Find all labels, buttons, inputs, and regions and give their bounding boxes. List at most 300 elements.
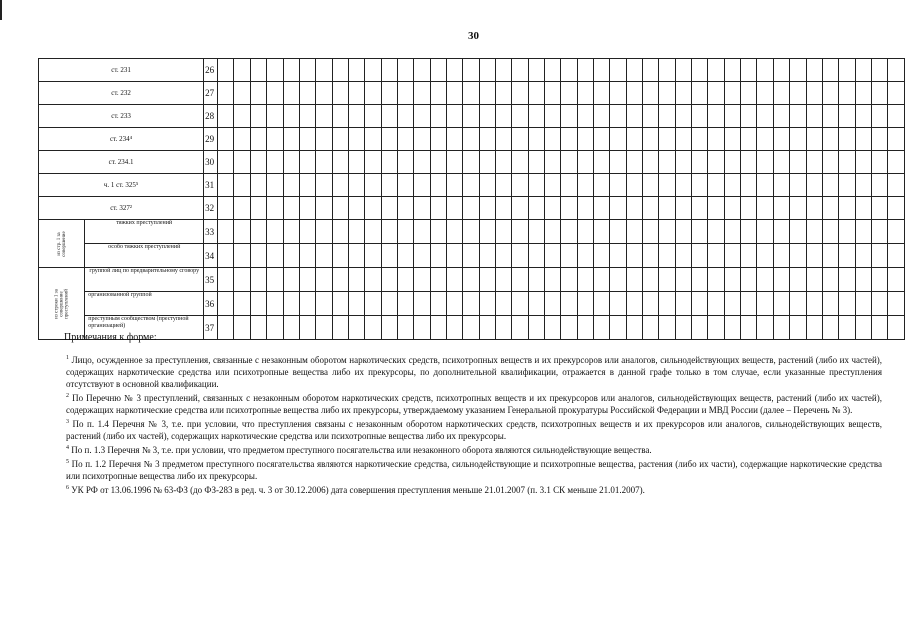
data-cell[interactable] <box>839 82 855 105</box>
data-cell[interactable] <box>299 292 315 316</box>
data-cell[interactable] <box>692 292 708 316</box>
data-cell[interactable] <box>299 105 315 128</box>
data-cell[interactable] <box>479 105 495 128</box>
data-cell[interactable] <box>790 128 806 151</box>
data-cell[interactable] <box>643 268 659 292</box>
data-cell[interactable] <box>348 244 364 268</box>
data-cell[interactable] <box>397 105 413 128</box>
data-cell[interactable] <box>397 292 413 316</box>
data-cell[interactable] <box>757 268 773 292</box>
data-cell[interactable] <box>381 105 397 128</box>
data-cell[interactable] <box>626 268 642 292</box>
data-cell[interactable] <box>757 197 773 220</box>
data-cell[interactable] <box>692 197 708 220</box>
data-cell[interactable] <box>871 244 887 268</box>
data-cell[interactable] <box>218 59 234 82</box>
data-cell[interactable] <box>250 174 266 197</box>
data-cell[interactable] <box>528 292 544 316</box>
data-cell[interactable] <box>871 82 887 105</box>
data-cell[interactable] <box>806 151 822 174</box>
data-cell[interactable] <box>594 151 610 174</box>
data-cell[interactable] <box>741 244 757 268</box>
data-cell[interactable] <box>365 128 381 151</box>
data-cell[interactable] <box>463 128 479 151</box>
data-cell[interactable] <box>414 174 430 197</box>
data-cell[interactable] <box>855 82 871 105</box>
data-cell[interactable] <box>675 268 691 292</box>
data-cell[interactable] <box>757 105 773 128</box>
data-cell[interactable] <box>299 82 315 105</box>
data-cell[interactable] <box>250 197 266 220</box>
data-cell[interactable] <box>757 151 773 174</box>
data-cell[interactable] <box>594 268 610 292</box>
data-cell[interactable] <box>724 220 740 244</box>
data-cell[interactable] <box>463 244 479 268</box>
data-cell[interactable] <box>234 292 250 316</box>
data-cell[interactable] <box>365 197 381 220</box>
data-cell[interactable] <box>806 174 822 197</box>
data-cell[interactable] <box>773 151 789 174</box>
data-cell[interactable] <box>495 128 511 151</box>
data-cell[interactable] <box>299 128 315 151</box>
data-cell[interactable] <box>316 292 332 316</box>
data-cell[interactable] <box>659 220 675 244</box>
data-cell[interactable] <box>839 151 855 174</box>
data-cell[interactable] <box>626 197 642 220</box>
data-cell[interactable] <box>365 105 381 128</box>
data-cell[interactable] <box>594 244 610 268</box>
data-cell[interactable] <box>332 197 348 220</box>
data-cell[interactable] <box>430 268 446 292</box>
data-cell[interactable] <box>724 59 740 82</box>
data-cell[interactable] <box>626 59 642 82</box>
data-cell[interactable] <box>790 220 806 244</box>
data-cell[interactable] <box>463 82 479 105</box>
data-cell[interactable] <box>626 82 642 105</box>
data-cell[interactable] <box>888 197 905 220</box>
data-cell[interactable] <box>724 105 740 128</box>
data-cell[interactable] <box>708 244 724 268</box>
data-cell[interactable] <box>594 292 610 316</box>
data-cell[interactable] <box>414 59 430 82</box>
data-cell[interactable] <box>512 82 528 105</box>
data-cell[interactable] <box>610 174 626 197</box>
data-cell[interactable] <box>479 268 495 292</box>
data-cell[interactable] <box>741 105 757 128</box>
data-cell[interactable] <box>561 105 577 128</box>
data-cell[interactable] <box>267 151 283 174</box>
data-cell[interactable] <box>773 244 789 268</box>
data-cell[interactable] <box>414 244 430 268</box>
data-cell[interactable] <box>855 105 871 128</box>
data-cell[interactable] <box>234 82 250 105</box>
data-cell[interactable] <box>871 105 887 128</box>
data-cell[interactable] <box>790 59 806 82</box>
data-cell[interactable] <box>822 59 838 82</box>
data-cell[interactable] <box>888 128 905 151</box>
data-cell[interactable] <box>463 197 479 220</box>
data-cell[interactable] <box>267 105 283 128</box>
data-cell[interactable] <box>512 128 528 151</box>
data-cell[interactable] <box>495 151 511 174</box>
data-cell[interactable] <box>741 82 757 105</box>
data-cell[interactable] <box>839 105 855 128</box>
data-cell[interactable] <box>741 128 757 151</box>
data-cell[interactable] <box>610 220 626 244</box>
data-cell[interactable] <box>822 268 838 292</box>
data-cell[interactable] <box>332 151 348 174</box>
data-cell[interactable] <box>267 59 283 82</box>
data-cell[interactable] <box>790 174 806 197</box>
data-cell[interactable] <box>561 292 577 316</box>
data-cell[interactable] <box>643 82 659 105</box>
data-cell[interactable] <box>839 220 855 244</box>
data-cell[interactable] <box>414 292 430 316</box>
data-cell[interactable] <box>283 59 299 82</box>
data-cell[interactable] <box>561 82 577 105</box>
data-cell[interactable] <box>479 174 495 197</box>
data-cell[interactable] <box>414 128 430 151</box>
data-cell[interactable] <box>250 220 266 244</box>
data-cell[interactable] <box>708 292 724 316</box>
data-cell[interactable] <box>675 244 691 268</box>
data-cell[interactable] <box>724 197 740 220</box>
data-cell[interactable] <box>283 220 299 244</box>
data-cell[interactable] <box>283 197 299 220</box>
data-cell[interactable] <box>528 128 544 151</box>
data-cell[interactable] <box>250 105 266 128</box>
data-cell[interactable] <box>234 174 250 197</box>
data-cell[interactable] <box>381 244 397 268</box>
data-cell[interactable] <box>348 220 364 244</box>
data-cell[interactable] <box>479 244 495 268</box>
data-cell[interactable] <box>397 174 413 197</box>
data-cell[interactable] <box>855 244 871 268</box>
data-cell[interactable] <box>528 105 544 128</box>
data-cell[interactable] <box>659 105 675 128</box>
data-cell[interactable] <box>757 174 773 197</box>
data-cell[interactable] <box>577 151 593 174</box>
data-cell[interactable] <box>381 128 397 151</box>
data-cell[interactable] <box>316 128 332 151</box>
data-cell[interactable] <box>675 292 691 316</box>
data-cell[interactable] <box>545 59 561 82</box>
data-cell[interactable] <box>610 151 626 174</box>
data-cell[interactable] <box>250 244 266 268</box>
data-cell[interactable] <box>316 174 332 197</box>
data-cell[interactable] <box>414 151 430 174</box>
data-cell[interactable] <box>594 174 610 197</box>
data-cell[interactable] <box>365 174 381 197</box>
data-cell[interactable] <box>495 174 511 197</box>
data-cell[interactable] <box>332 174 348 197</box>
data-cell[interactable] <box>446 128 462 151</box>
data-cell[interactable] <box>528 59 544 82</box>
data-cell[interactable] <box>643 220 659 244</box>
data-cell[interactable] <box>822 151 838 174</box>
data-cell[interactable] <box>790 82 806 105</box>
data-cell[interactable] <box>855 292 871 316</box>
data-cell[interactable] <box>381 220 397 244</box>
data-cell[interactable] <box>397 128 413 151</box>
data-cell[interactable] <box>545 220 561 244</box>
data-cell[interactable] <box>463 174 479 197</box>
data-cell[interactable] <box>446 105 462 128</box>
data-cell[interactable] <box>495 82 511 105</box>
data-cell[interactable] <box>495 105 511 128</box>
data-cell[interactable] <box>283 244 299 268</box>
data-cell[interactable] <box>528 151 544 174</box>
data-cell[interactable] <box>430 105 446 128</box>
data-cell[interactable] <box>283 151 299 174</box>
data-cell[interactable] <box>234 59 250 82</box>
data-cell[interactable] <box>773 268 789 292</box>
data-cell[interactable] <box>773 174 789 197</box>
data-cell[interactable] <box>692 128 708 151</box>
data-cell[interactable] <box>479 82 495 105</box>
data-cell[interactable] <box>724 292 740 316</box>
data-cell[interactable] <box>675 151 691 174</box>
data-cell[interactable] <box>545 128 561 151</box>
data-cell[interactable] <box>594 82 610 105</box>
data-cell[interactable] <box>430 128 446 151</box>
data-cell[interactable] <box>283 128 299 151</box>
data-cell[interactable] <box>839 244 855 268</box>
data-cell[interactable] <box>561 220 577 244</box>
data-cell[interactable] <box>822 82 838 105</box>
data-cell[interactable] <box>218 268 234 292</box>
data-cell[interactable] <box>365 220 381 244</box>
data-cell[interactable] <box>218 82 234 105</box>
data-cell[interactable] <box>430 174 446 197</box>
data-cell[interactable] <box>234 105 250 128</box>
data-cell[interactable] <box>414 197 430 220</box>
data-cell[interactable] <box>316 268 332 292</box>
data-cell[interactable] <box>365 82 381 105</box>
data-cell[interactable] <box>839 292 855 316</box>
data-cell[interactable] <box>512 220 528 244</box>
data-cell[interactable] <box>528 174 544 197</box>
data-cell[interactable] <box>365 268 381 292</box>
data-cell[interactable] <box>561 151 577 174</box>
data-cell[interactable] <box>561 244 577 268</box>
data-cell[interactable] <box>316 59 332 82</box>
data-cell[interactable] <box>381 82 397 105</box>
data-cell[interactable] <box>790 105 806 128</box>
data-cell[interactable] <box>397 197 413 220</box>
data-cell[interactable] <box>561 59 577 82</box>
data-cell[interactable] <box>773 128 789 151</box>
data-cell[interactable] <box>218 244 234 268</box>
data-cell[interactable] <box>643 128 659 151</box>
data-cell[interactable] <box>267 220 283 244</box>
data-cell[interactable] <box>430 59 446 82</box>
data-cell[interactable] <box>218 151 234 174</box>
data-cell[interactable] <box>610 82 626 105</box>
data-cell[interactable] <box>675 59 691 82</box>
data-cell[interactable] <box>397 244 413 268</box>
data-cell[interactable] <box>446 151 462 174</box>
data-cell[interactable] <box>888 82 905 105</box>
data-cell[interactable] <box>316 151 332 174</box>
data-cell[interactable] <box>446 292 462 316</box>
data-cell[interactable] <box>283 105 299 128</box>
data-cell[interactable] <box>316 197 332 220</box>
data-cell[interactable] <box>348 59 364 82</box>
data-cell[interactable] <box>822 292 838 316</box>
data-cell[interactable] <box>218 128 234 151</box>
data-cell[interactable] <box>659 292 675 316</box>
data-cell[interactable] <box>577 268 593 292</box>
data-cell[interactable] <box>724 268 740 292</box>
data-cell[interactable] <box>643 174 659 197</box>
data-cell[interactable] <box>479 197 495 220</box>
data-cell[interactable] <box>692 268 708 292</box>
data-cell[interactable] <box>871 151 887 174</box>
data-cell[interactable] <box>479 220 495 244</box>
data-cell[interactable] <box>545 197 561 220</box>
data-cell[interactable] <box>708 105 724 128</box>
data-cell[interactable] <box>757 59 773 82</box>
data-cell[interactable] <box>267 292 283 316</box>
data-cell[interactable] <box>332 244 348 268</box>
data-cell[interactable] <box>888 244 905 268</box>
data-cell[interactable] <box>773 59 789 82</box>
data-cell[interactable] <box>446 220 462 244</box>
data-cell[interactable] <box>741 151 757 174</box>
data-cell[interactable] <box>790 244 806 268</box>
data-cell[interactable] <box>250 59 266 82</box>
data-cell[interactable] <box>495 292 511 316</box>
data-cell[interactable] <box>626 292 642 316</box>
data-cell[interactable] <box>397 220 413 244</box>
data-cell[interactable] <box>855 197 871 220</box>
data-cell[interactable] <box>283 174 299 197</box>
data-cell[interactable] <box>234 244 250 268</box>
data-cell[interactable] <box>414 220 430 244</box>
data-cell[interactable] <box>643 244 659 268</box>
data-cell[interactable] <box>267 268 283 292</box>
data-cell[interactable] <box>773 105 789 128</box>
data-cell[interactable] <box>790 151 806 174</box>
data-cell[interactable] <box>643 59 659 82</box>
data-cell[interactable] <box>446 59 462 82</box>
data-cell[interactable] <box>692 82 708 105</box>
data-cell[interactable] <box>610 197 626 220</box>
data-cell[interactable] <box>839 59 855 82</box>
data-cell[interactable] <box>708 268 724 292</box>
data-cell[interactable] <box>299 174 315 197</box>
data-cell[interactable] <box>512 197 528 220</box>
data-cell[interactable] <box>577 105 593 128</box>
data-cell[interactable] <box>348 105 364 128</box>
data-cell[interactable] <box>218 174 234 197</box>
data-cell[interactable] <box>741 59 757 82</box>
data-cell[interactable] <box>479 292 495 316</box>
data-cell[interactable] <box>397 268 413 292</box>
data-cell[interactable] <box>806 220 822 244</box>
data-cell[interactable] <box>626 151 642 174</box>
data-cell[interactable] <box>577 82 593 105</box>
data-cell[interactable] <box>577 292 593 316</box>
data-cell[interactable] <box>332 128 348 151</box>
data-cell[interactable] <box>806 82 822 105</box>
data-cell[interactable] <box>365 59 381 82</box>
data-cell[interactable] <box>839 268 855 292</box>
data-cell[interactable] <box>888 292 905 316</box>
data-cell[interactable] <box>675 128 691 151</box>
data-cell[interactable] <box>545 105 561 128</box>
data-cell[interactable] <box>267 174 283 197</box>
data-cell[interactable] <box>250 292 266 316</box>
data-cell[interactable] <box>855 220 871 244</box>
data-cell[interactable] <box>871 59 887 82</box>
data-cell[interactable] <box>528 197 544 220</box>
data-cell[interactable] <box>365 151 381 174</box>
data-cell[interactable] <box>332 82 348 105</box>
data-cell[interactable] <box>888 59 905 82</box>
data-cell[interactable] <box>545 82 561 105</box>
data-cell[interactable] <box>741 268 757 292</box>
data-cell[interactable] <box>806 244 822 268</box>
data-cell[interactable] <box>659 268 675 292</box>
data-cell[interactable] <box>773 220 789 244</box>
data-cell[interactable] <box>332 105 348 128</box>
data-cell[interactable] <box>414 82 430 105</box>
data-cell[interactable] <box>283 82 299 105</box>
data-cell[interactable] <box>724 82 740 105</box>
data-cell[interactable] <box>348 128 364 151</box>
data-cell[interactable] <box>430 244 446 268</box>
data-cell[interactable] <box>512 59 528 82</box>
data-cell[interactable] <box>348 292 364 316</box>
data-cell[interactable] <box>561 128 577 151</box>
data-cell[interactable] <box>822 105 838 128</box>
data-cell[interactable] <box>430 82 446 105</box>
data-cell[interactable] <box>888 316 905 340</box>
data-cell[interactable] <box>871 197 887 220</box>
data-cell[interactable] <box>234 151 250 174</box>
data-cell[interactable] <box>381 292 397 316</box>
data-cell[interactable] <box>381 151 397 174</box>
data-cell[interactable] <box>234 128 250 151</box>
data-cell[interactable] <box>512 151 528 174</box>
data-cell[interactable] <box>479 59 495 82</box>
data-cell[interactable] <box>790 268 806 292</box>
data-cell[interactable] <box>855 128 871 151</box>
data-cell[interactable] <box>643 105 659 128</box>
data-cell[interactable] <box>577 244 593 268</box>
data-cell[interactable] <box>839 128 855 151</box>
data-cell[interactable] <box>495 197 511 220</box>
data-cell[interactable] <box>512 292 528 316</box>
data-cell[interactable] <box>218 105 234 128</box>
data-cell[interactable] <box>822 244 838 268</box>
data-cell[interactable] <box>871 128 887 151</box>
data-cell[interactable] <box>495 59 511 82</box>
data-cell[interactable] <box>626 128 642 151</box>
data-cell[interactable] <box>316 105 332 128</box>
data-cell[interactable] <box>430 220 446 244</box>
data-cell[interactable] <box>348 268 364 292</box>
data-cell[interactable] <box>528 244 544 268</box>
data-cell[interactable] <box>463 59 479 82</box>
data-cell[interactable] <box>659 59 675 82</box>
data-cell[interactable] <box>332 220 348 244</box>
data-cell[interactable] <box>218 292 234 316</box>
data-cell[interactable] <box>218 197 234 220</box>
data-cell[interactable] <box>495 268 511 292</box>
